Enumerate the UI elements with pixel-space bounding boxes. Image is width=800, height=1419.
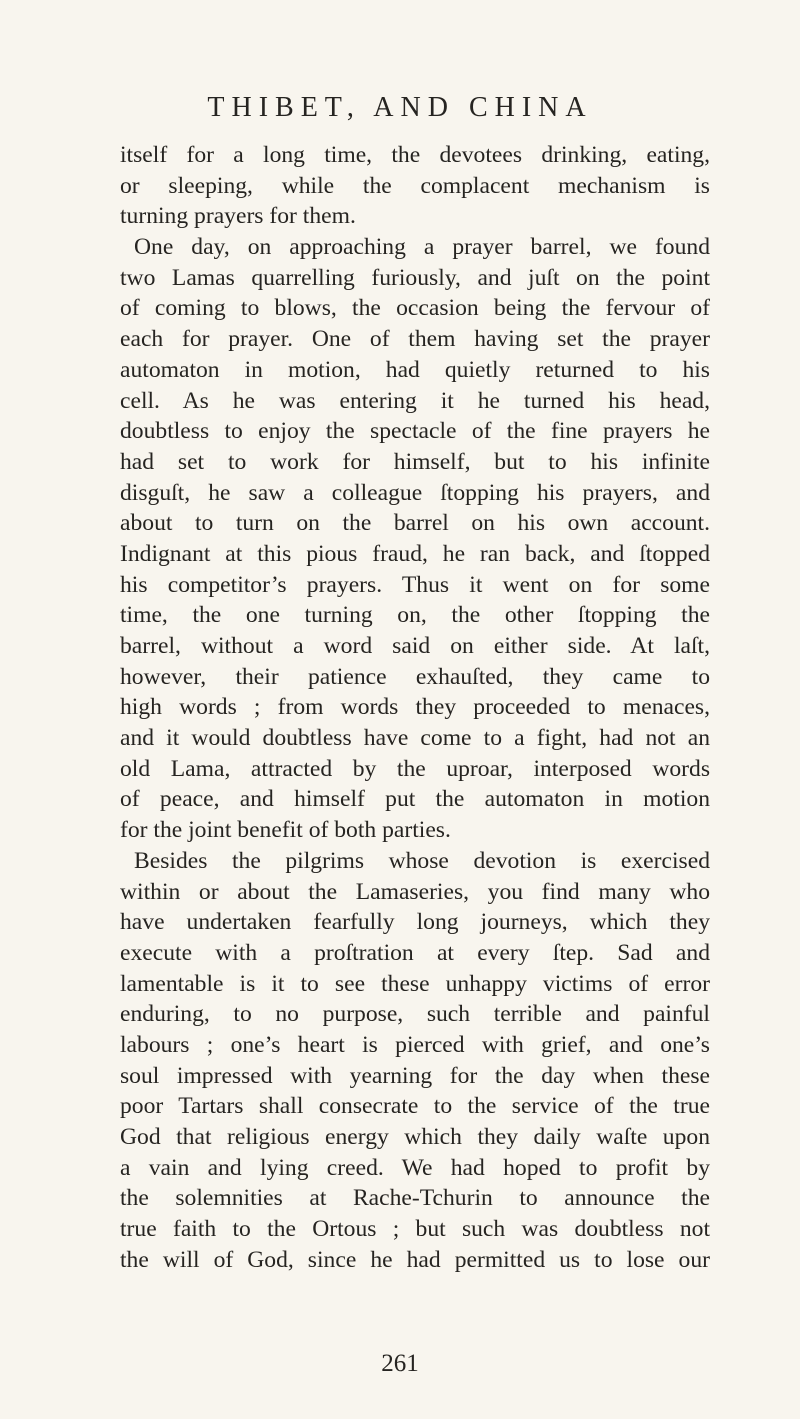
text-line: barrel, without a word said on either side. At laſt, (120, 633, 710, 659)
text-line: true faith to the Ortous ; but such was doubtless not (120, 1216, 710, 1243)
text-line: have undertaken fearfully long journeys, which they (120, 909, 710, 936)
text-line: high words ; from words they proceeded to menaces, (120, 694, 710, 721)
text-line: Besides the pilgrims whose devotion is exercised (134, 847, 710, 874)
text-line: each for prayer. One of them having set the prayer (120, 326, 710, 353)
body-text (120, 140, 710, 1275)
text-line: the solemnities at Rache-Tchurin to announce the (120, 1185, 710, 1212)
text-line: and it would doubtless have come to a fight, had not an (120, 725, 710, 752)
text-line: time, the one turning on, the other ſtopping the (120, 602, 710, 629)
text-line: or sleeping, while the complacent mechanism is (120, 172, 710, 199)
text-line: disguſt, he saw a colleague ſtopping his prayers, and (120, 479, 710, 506)
text-line: cell. As he was entering it he turned his head, (120, 387, 710, 414)
text-line: lamentable is it to see these unhappy victims of error (120, 970, 710, 997)
text-line: One day, on approaching a prayer barrel, we found (134, 234, 710, 261)
text-line: labours ; one’s heart is pierced with grief, and one’s (120, 1031, 710, 1058)
text-line: however, their patience exhauſted, they came to (120, 663, 710, 690)
text-line: of coming to blows, the occasion being the fervour of (120, 295, 710, 322)
running-head: THIBET, AND CHINA (207, 92, 593, 123)
text-line: within or about the Lamaseries, you find many who (120, 878, 710, 905)
text-line: execute with a proſtration at every ſtep. Sad and (120, 939, 710, 966)
text-line: old Lama, attracted by the uproar, interposed words (120, 755, 710, 782)
text-line: for the joint benefit of both parties. (120, 817, 451, 844)
text-line: doubtless to enjoy the spectacle of the fine prayers he (120, 418, 710, 445)
text-line: automaton in motion, had quietly returned to his (120, 356, 710, 383)
text-line: enduring, to no purpose, such terrible and painful (120, 1001, 710, 1028)
text-line: itself for a long time, the devotees drinking, eating, (120, 142, 710, 168)
text-line: God that religious energy which they daily waſte upon (120, 1124, 710, 1150)
text-line: Indignant at this pious fraud, he ran back, and ſtopped (120, 540, 710, 567)
text-line: soul impressed with yearning for the day when these (120, 1062, 710, 1089)
text-line: of peace, and himself put the automaton in motion (120, 786, 710, 813)
text-line: a vain and lying creed. We had hoped to profit by (120, 1154, 710, 1181)
text-line: his competitor’s prayers. Thus it went on for some (120, 571, 710, 598)
text-line: poor Tartars shall consecrate to the service of the true (120, 1093, 710, 1120)
page-number: 261 (381, 1350, 419, 1377)
text-line: the will of God, since he had permitted us to lose our (120, 1246, 710, 1273)
text-line: turning prayers for them. (120, 203, 356, 230)
text-line: two Lamas quarrelling furiously, and juſt on the point (120, 264, 710, 291)
text-line: about to turn on the barrel on his own account. (120, 510, 710, 537)
text-line: had set to work for himself, but to his infinite (120, 448, 710, 475)
